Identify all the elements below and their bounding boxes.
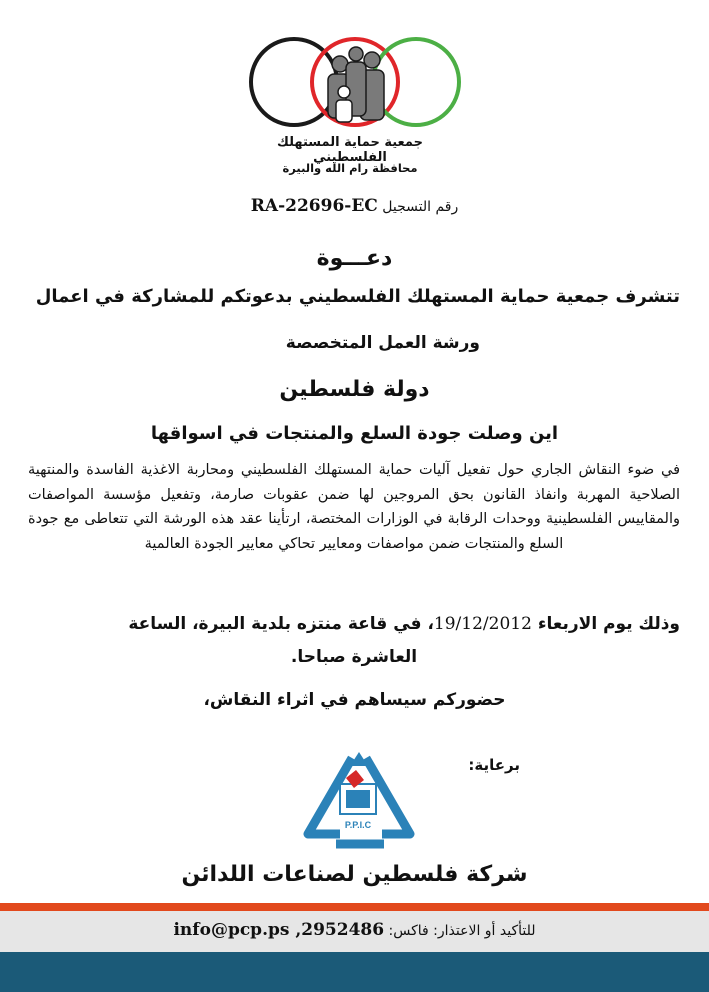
intro-line-1: تتشرف جمعية حماية المستهلك الفلسطيني بدعوتكم للمشاركة في اعمال: [35, 286, 680, 307]
date-suffix: ، في قاعة منتزه بلدية البيرة، الساعة: [128, 614, 434, 634]
sponsor-logo-text: P.P.I.C: [344, 820, 372, 830]
association-logo: [248, 30, 462, 142]
sponsor-label: برعاية:: [468, 756, 520, 774]
org-name: جمعية حماية المستهلك الفلسطيني: [277, 135, 423, 165]
registration-label: رقم التسجيل: [382, 199, 459, 215]
footer-blue-stripe: [0, 952, 709, 992]
footer-contact: [0, 920, 709, 940]
event-time: العاشرة صباحا.: [290, 647, 418, 667]
contact-info: info@pcp.ps ,2952486: [173, 920, 385, 940]
event-date: 19/12/2012: [433, 614, 532, 634]
attendance-line: حضوركم سيساهم في اثراء النقاش،: [203, 690, 506, 710]
registration-line: [0, 196, 709, 216]
invitation-title: دعـــوة: [316, 246, 393, 271]
sponsor-name: شركة فلسطين لصناعات اللدائن: [181, 862, 528, 887]
sponsor-logo: [300, 748, 418, 850]
footer-red-stripe: [0, 903, 709, 911]
state-title: دولة فلسطين: [279, 377, 430, 402]
body-paragraph: في ضوء النقاش الجاري حول تفعيل آليات حماية المستهلك الفلسطيني ومحاربة الاغذية الفاسدة والمنتهية الصلاحية المهربة وانفاذ القانون بحق المروجين لها ضمن عقوبات صارمة، وتفعيل مؤسسة المواصفات والمقاييس الفلسطينية ووحدات الرقابة في الوزارات المختصة، ارتأينا عقد هذه الورشة التي تتعاطى مع جودة السلع والمنتجات ضمن مواصفات ومعايير تحاكي معايير الجودة العالمية: [28, 462, 680, 552]
date-prefix: وذلك يوم الاربعاء: [537, 614, 680, 634]
confirm-label: للتأكيد أو الاعتذار: فاكس:: [388, 923, 536, 939]
intro-line-2: ورشة العمل المتخصصة: [285, 333, 480, 353]
date-line: [28, 614, 680, 634]
org-branch: محافظة رام الله والبيرة: [282, 161, 418, 175]
workshop-subtitle: اين وصلت جودة السلع والمنتجات في اسواقها: [150, 423, 559, 444]
registration-number: RA-22696-EC: [250, 196, 378, 216]
